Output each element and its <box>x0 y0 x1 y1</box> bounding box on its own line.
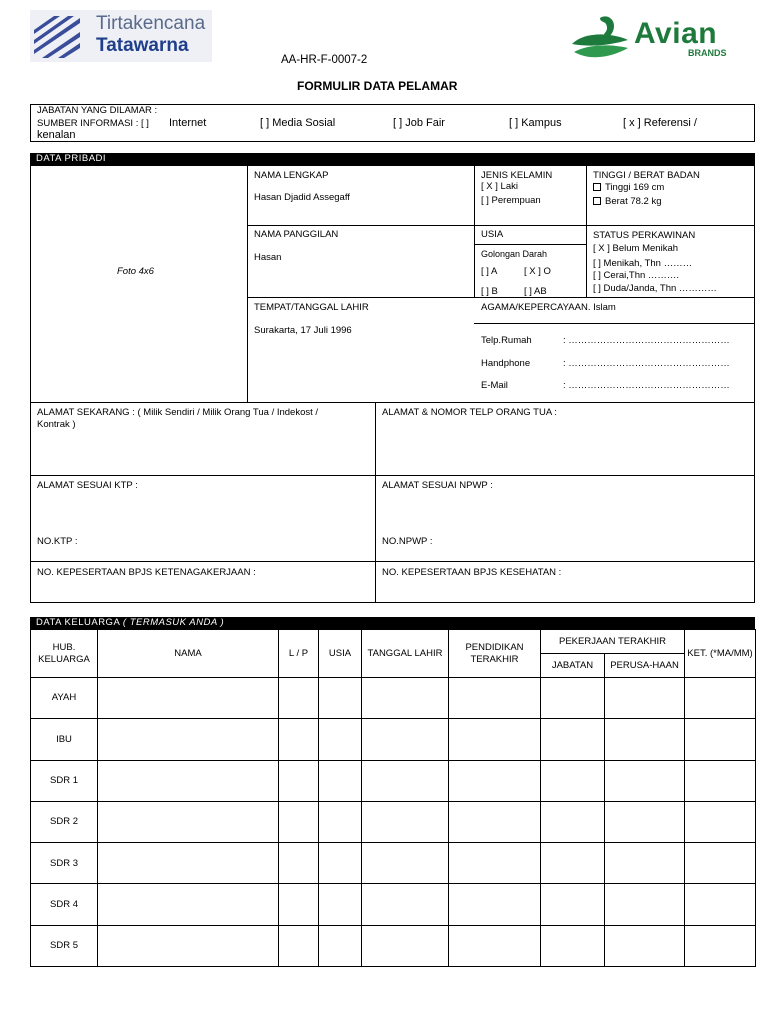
row-label: SDR 1 <box>31 760 98 801</box>
col-jabatan: JABATAN <box>541 654 605 678</box>
goldar-b-option[interactable]: [ ] B <box>481 286 498 297</box>
handphone-value[interactable]: : …………………………………………… <box>563 358 730 369</box>
no-npwp-label: NO.NPWP : <box>382 536 433 547</box>
status-perkawinan-label: STATUS PERKAWINAN <box>593 230 696 241</box>
tatawarna-name: Tatawarna <box>96 35 189 56</box>
sumber-label: SUMBER INFORMASI : [ ] <box>37 118 149 129</box>
alamat-sekarang-label-2: Kontrak ) <box>37 419 76 430</box>
col-pendidikan: PENDIDIKAN TERAKHIR <box>449 630 541 678</box>
col-pekerjaan-terakhir: PEKERJAAN TERAKHIR <box>541 630 685 654</box>
jabatan-label: JABATAN YANG DILAMAR : <box>37 105 158 116</box>
goldar-ab-option[interactable]: [ ] AB <box>524 286 547 297</box>
family-table <box>30 629 756 967</box>
tirtakencana-logo-mark <box>34 16 80 58</box>
berat-checkbox[interactable] <box>593 197 601 205</box>
tinggi-checkbox[interactable] <box>593 183 601 191</box>
tinggi-berat-label: TINGGI / BERAT BADAN <box>593 170 700 181</box>
table-row <box>31 760 756 801</box>
berat-value: Berat 78.2 kg <box>605 196 662 207</box>
status-cerai[interactable]: [ ] Cerai,Thn ………. <box>593 270 680 281</box>
tempat-tanggal-lahir-label: TEMPAT/TANGGAL LAHIR <box>254 302 369 313</box>
form-code: AA-HR-F-0007-2 <box>281 54 368 66</box>
alamat-sekarang-label: ALAMAT SEKARANG : ( Milik Sendiri / Milik Orang Tua / Indekost / <box>37 407 319 418</box>
data-keluarga-title: DATA KELUARGA <box>36 617 120 628</box>
data-keluarga-subtitle: ( TERMASUK ANDA ) <box>122 617 225 628</box>
avian-brands-logo <box>570 12 738 64</box>
col-usia: USIA <box>319 630 362 678</box>
option-kampus[interactable]: [ ] Kampus <box>509 117 562 129</box>
agama-label: AGAMA/KEPERCAYAAN. Islam <box>481 302 616 313</box>
avian-leaf-icon <box>570 14 632 64</box>
jenis-kelamin-label: JENIS KELAMIN <box>481 170 553 181</box>
option-job-fair[interactable]: [ ] Job Fair <box>393 117 445 129</box>
email-label: E-Mail <box>481 380 508 391</box>
status-belum-menikah[interactable]: [ X ] Belum Menikah <box>593 243 679 254</box>
nama-lengkap-label: NAMA LENGKAP <box>254 170 329 181</box>
berat-field[interactable] <box>593 196 662 207</box>
col-ket: KET. (*MA/MM) <box>685 630 756 678</box>
option-media-sosial[interactable]: [ ] Media Sosial <box>260 117 336 129</box>
nama-panggilan-label: NAMA PANGGILAN <box>254 229 339 240</box>
table-row <box>31 843 756 884</box>
status-duda-janda[interactable]: [ ] Duda/Janda, Thn ………… <box>593 283 717 294</box>
data-keluarga-header <box>30 617 755 629</box>
no-ktp-label: NO.KTP : <box>37 536 78 547</box>
row-label: SDR 5 <box>31 925 98 966</box>
form-title: FORMULIR DATA PELAMAR <box>297 79 458 93</box>
row-label: SDR 4 <box>31 884 98 925</box>
photo-placeholder[interactable]: Foto 4x6 <box>117 266 154 277</box>
row-label: IBU <box>31 719 98 760</box>
data-pribadi-header: DATA PRIBADI <box>30 153 755 165</box>
col-lp: L / P <box>279 630 319 678</box>
handphone-label: Handphone <box>481 358 531 369</box>
goldar-o-option[interactable]: [ X ] O <box>524 266 551 277</box>
col-tanggal-lahir: TANGGAL LAHIR <box>362 630 449 678</box>
row-label: SDR 2 <box>31 801 98 842</box>
nama-panggilan-value[interactable]: Hasan <box>254 252 282 263</box>
row-label: AYAH <box>31 678 98 719</box>
option-referensi[interactable]: [ x ] Referensi / <box>623 117 697 129</box>
email-value[interactable]: : …………………………………………… <box>563 380 730 391</box>
option-kenalan: kenalan <box>37 129 76 141</box>
jk-laki-option[interactable]: [ X ] Laki <box>481 181 518 192</box>
option-internet[interactable]: Internet <box>169 117 207 129</box>
golongan-darah-label: Golongan Darah <box>481 249 548 259</box>
alamat-npwp-label: ALAMAT SESUAI NPWP : <box>382 480 493 491</box>
table-row <box>31 801 756 842</box>
tirtakencana-name: Tirtakencana <box>96 13 206 34</box>
goldar-a-option[interactable]: [ ] A <box>481 266 498 277</box>
row-label: SDR 3 <box>31 843 98 884</box>
bpjs-kesehatan-label: NO. KEPESERTAAN BPJS KESEHATAN : <box>382 567 562 578</box>
tinggi-value: Tinggi 169 cm <box>605 182 665 193</box>
col-nama: NAMA <box>98 630 279 678</box>
tirtakencana-logo <box>30 10 212 62</box>
brands-label: BRANDS <box>688 48 727 58</box>
tempat-tanggal-lahir-value[interactable]: Surakarta, 17 Juli 1996 <box>254 325 352 336</box>
alamat-ktp-label: ALAMAT SESUAI KTP : <box>37 480 138 491</box>
tinggi-field[interactable] <box>593 182 664 193</box>
nama-lengkap-value[interactable]: Hasan Djadid Assegaff <box>254 192 350 203</box>
bpjs-ketenagakerjaan-label: NO. KEPESERTAAN BPJS KETENAGAKERJAAN : <box>37 567 256 578</box>
status-menikah[interactable]: [ ] Menikah, Thn ……… <box>593 258 693 269</box>
table-row <box>31 719 756 760</box>
avian-name: Avian <box>634 17 718 50</box>
col-hub-keluarga: HUB. KELUARGA <box>31 630 98 678</box>
alamat-orang-tua-label: ALAMAT & NOMOR TELP ORANG TUA : <box>382 407 557 418</box>
table-row <box>31 925 756 966</box>
usia-label: USIA <box>481 229 504 240</box>
telp-rumah-label: Telp.Rumah <box>481 335 532 346</box>
col-perusahaan: PERUSA-HAAN <box>605 654 685 678</box>
jk-perempuan-option[interactable]: [ ] Perempuan <box>481 195 541 206</box>
table-row <box>31 678 756 719</box>
telp-rumah-value[interactable]: : …………………………………………… <box>563 335 730 346</box>
table-row <box>31 884 756 925</box>
